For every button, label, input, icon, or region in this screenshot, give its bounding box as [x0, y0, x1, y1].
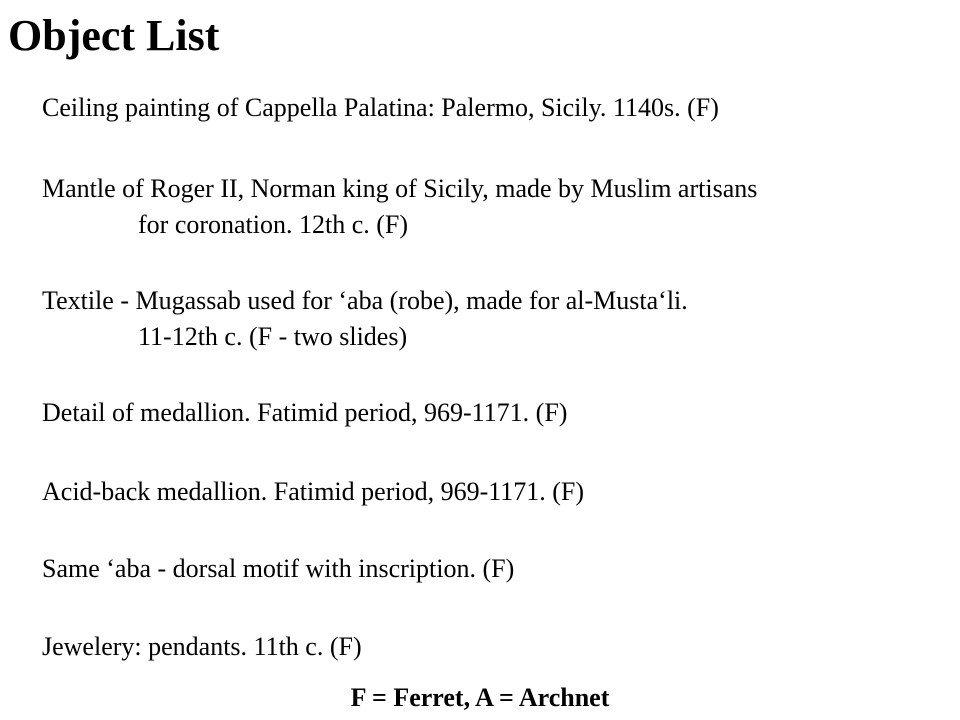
object-list-item [42, 474, 584, 510]
page-title: Object List [8, 11, 220, 60]
object-description-continuation: for coronation. 12th c. (F) [138, 210, 409, 239]
object-description: Ceiling painting of Cappella Palatina: Palermo, Sicily. 1140s. (F) [42, 93, 719, 122]
object-description: Mantle of Roger II, Norman king of Sicily, made by Muslim artisans [42, 174, 758, 203]
object-description-continuation: 11-12th c. (F - two slides) [138, 322, 408, 351]
object-list-item [42, 171, 757, 243]
object-list-item [42, 629, 362, 665]
object-list-item [42, 90, 719, 126]
object-description: Textile - Mugassab used for ‘aba (robe), made for al-Musta‘li. [42, 286, 688, 315]
object-description: Detail of medallion. Fatimid period, 969-1171. (F) [42, 398, 568, 427]
object-description: Acid-back medallion. Fatimid period, 969-1171. (F) [42, 477, 585, 506]
object-list-item [42, 551, 514, 587]
object-description: Same ‘aba - dorsal motif with inscription. (F) [42, 554, 515, 583]
object-list-item [42, 283, 688, 355]
source-legend: F = Ferret, A = Archnet [350, 683, 610, 712]
object-list-item [42, 395, 567, 431]
object-description: Jewelery: pendants. 11th c. (F) [42, 632, 362, 661]
